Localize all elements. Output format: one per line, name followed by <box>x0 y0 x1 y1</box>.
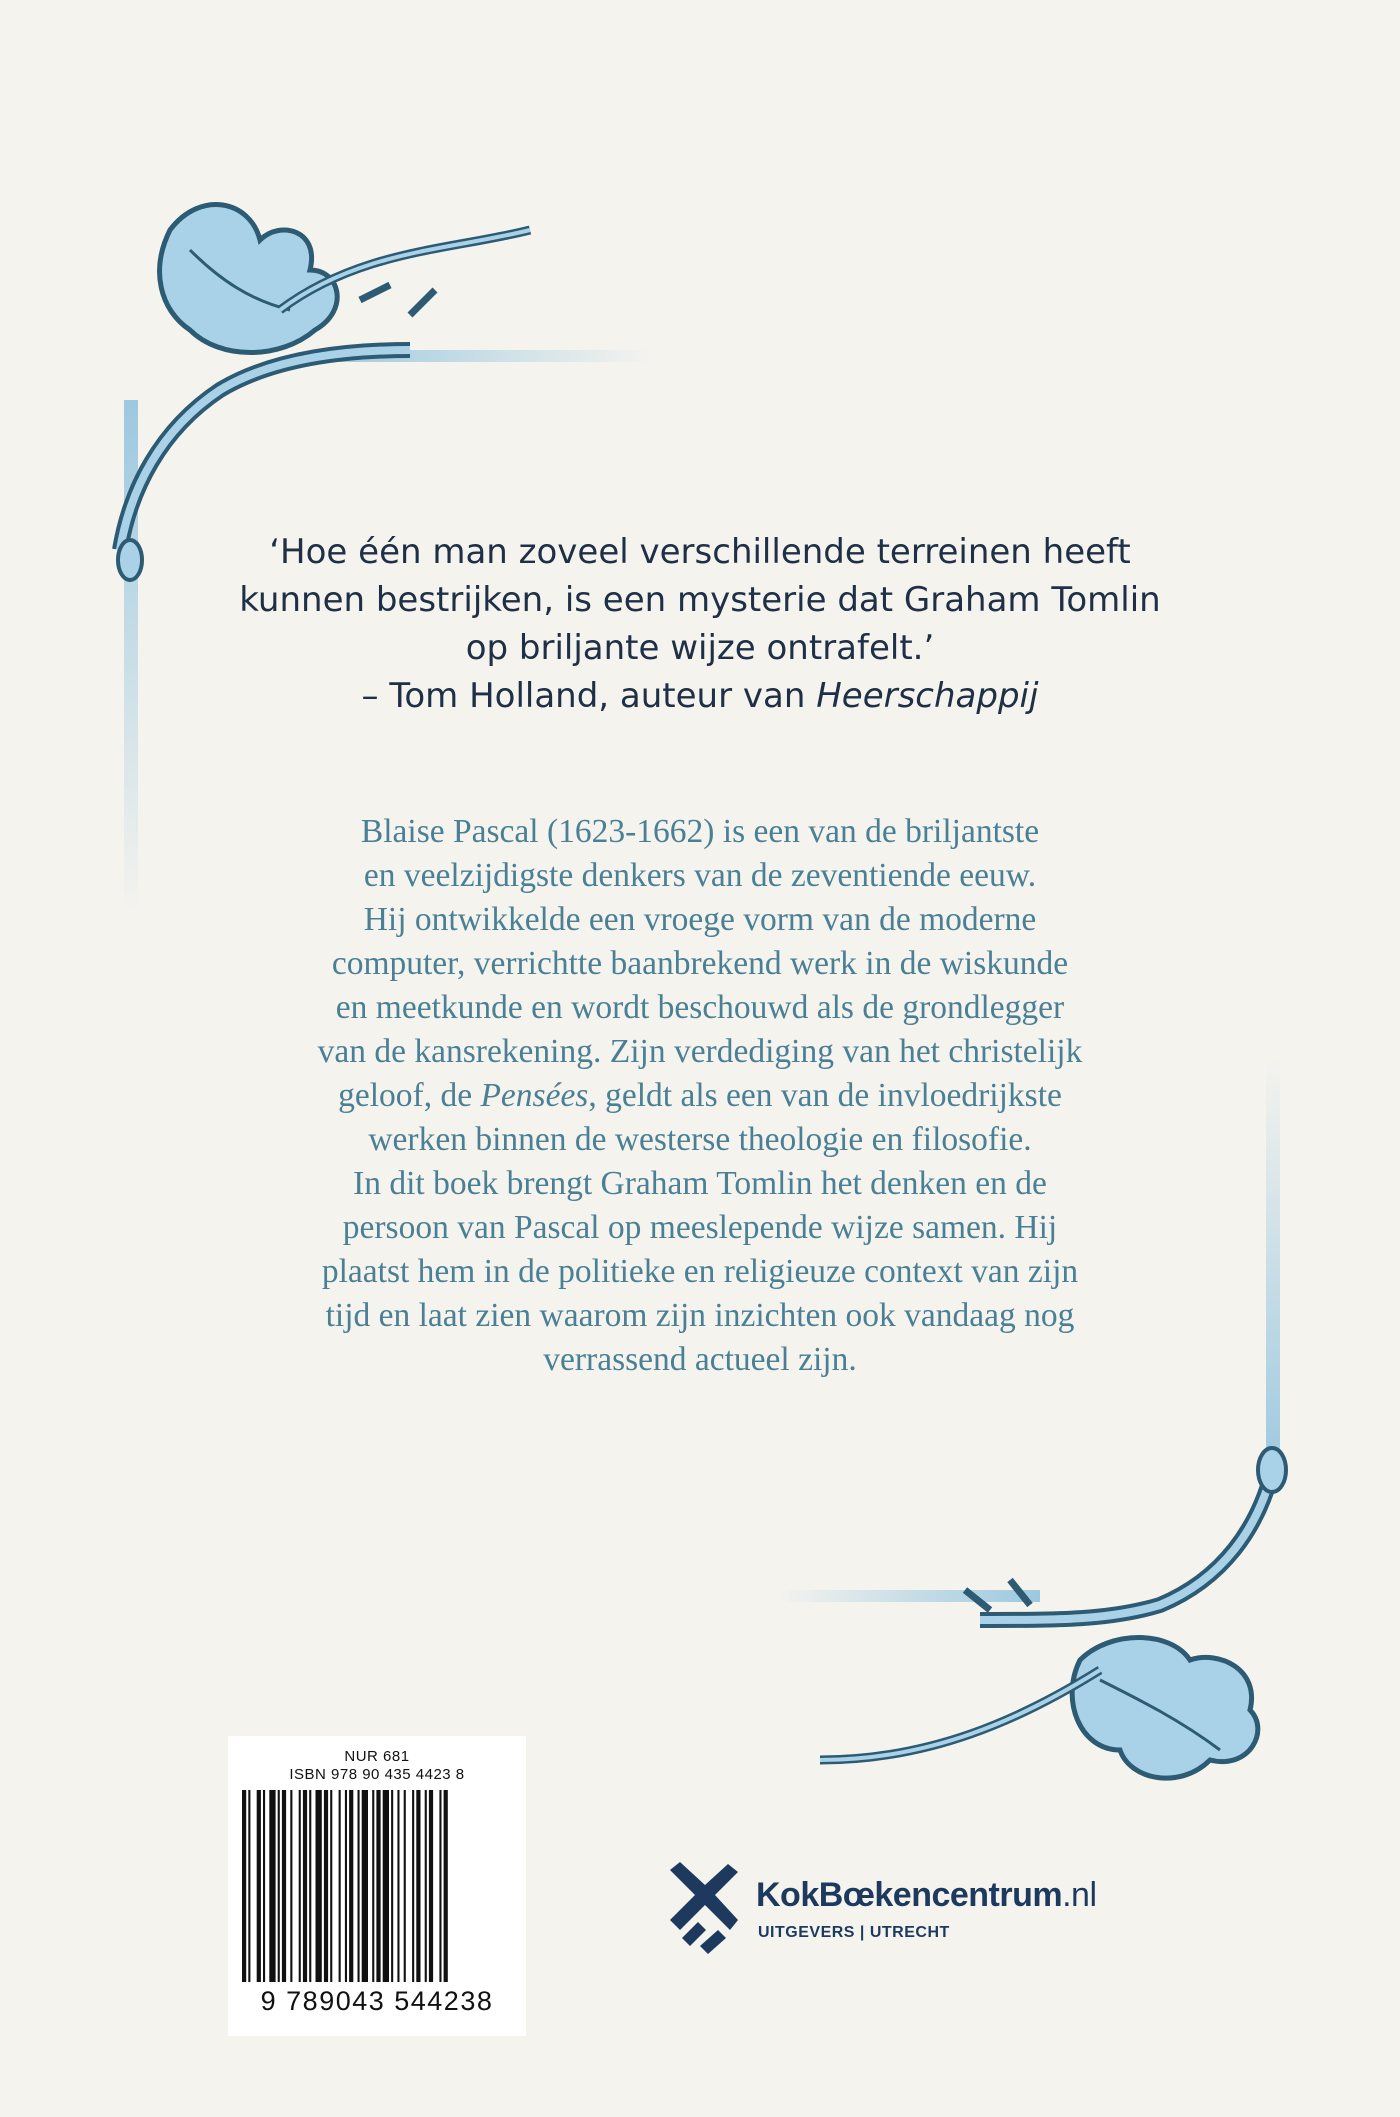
description-line: van de kansrekening. Zijn verdediging van het christelijk <box>317 1033 1083 1070</box>
attribution-text: – Tom Holland, auteur van <box>361 676 817 716</box>
publisher-name-tld: .nl <box>1062 1876 1097 1914</box>
description-text: , geldt als een van de invloedrijkste <box>588 1077 1062 1114</box>
quote-line: ‘Hoe één man zoveel verschillende terreinen heeft <box>269 532 1131 572</box>
attribution-book-title: Heerschappij <box>816 676 1039 716</box>
description-italic-title: Pensées <box>480 1077 589 1114</box>
description-line: In dit boek brengt Graham Tomlin het denken en de <box>353 1165 1047 1202</box>
endorsement-quote <box>200 528 1200 720</box>
description-line: plaatst hem in de politieke en religieuze context van zijn <box>321 1253 1079 1290</box>
description-line: Hij ontwikkelde een vroege vorm van de moderne <box>363 901 1037 938</box>
publisher-mark-icon <box>660 1860 740 1960</box>
description-line: en veelzijdigste denkers van de zeventiende eeuw. <box>363 857 1037 894</box>
publisher-logo <box>660 1860 1220 1970</box>
description-line: en meetkunde en wordt beschouwd als de grondlegger <box>335 989 1065 1026</box>
quote-attribution <box>200 672 1200 720</box>
barcode-label <box>228 1736 526 2036</box>
quote-line: kunnen bestrijken, is een mysterie dat Graham Tomlin <box>239 580 1161 620</box>
barcode-bars <box>242 1790 512 1982</box>
description-text: geloof, de <box>338 1077 481 1114</box>
description-line: Blaise Pascal (1623-1662) is een van de briljantste <box>360 813 1040 850</box>
description-line: werken binnen de westerse theologie en filosofie. <box>368 1121 1032 1158</box>
isbn-text: ISBN 978 90 435 4423 8 <box>289 1766 465 1783</box>
description-line: verrassend actueel zijn. <box>543 1341 857 1378</box>
barcode-digits: 9 789043 544238 <box>260 1986 494 2016</box>
description-line: persoon van Pascal op meeslepende wijze samen. Hij <box>342 1209 1058 1246</box>
quote-line: op briljante wijze ontrafelt.’ <box>465 628 935 668</box>
publisher-subtitle: UITGEVERS | UTRECHT <box>758 1924 950 1941</box>
description-line: tijd en laat zien waarom zijn inzichten ook vandaag nog <box>325 1297 1075 1334</box>
nur-code: NUR 681 <box>344 1748 410 1765</box>
publisher-name <box>756 1876 1097 1915</box>
publisher-name-main: KokBœkencentrum <box>756 1876 1063 1914</box>
description-line: computer, verrichtte baanbrekend werk in de wiskunde <box>331 945 1069 982</box>
bottom-right-ornament <box>780 1060 1300 1820</box>
